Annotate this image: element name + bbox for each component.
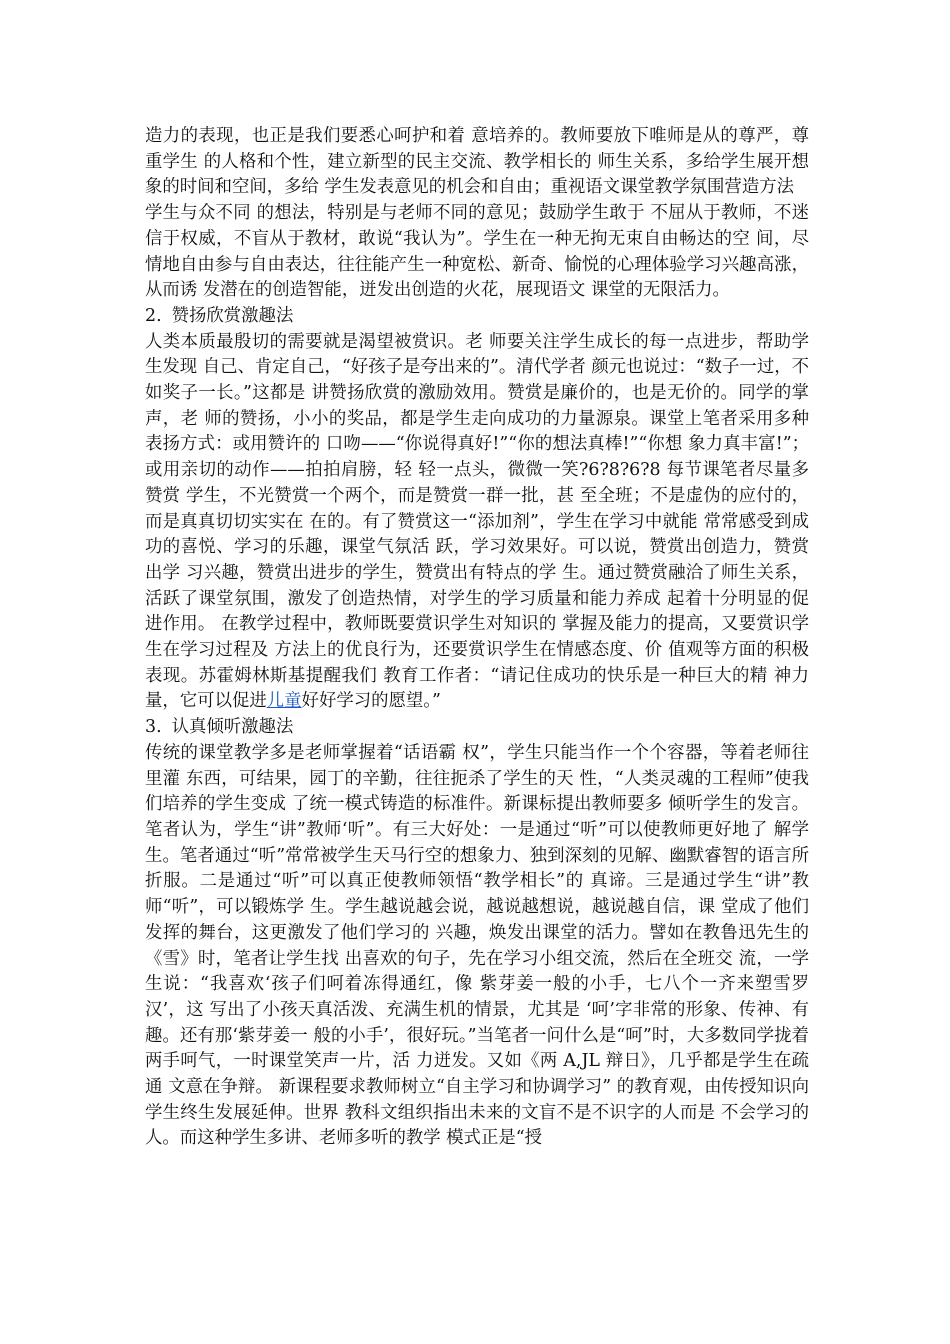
- section-heading: [145, 715, 809, 741]
- paragraph-text: 人类本质最殷切的需要就是渴望被赏识。老 师要关注学生成长的每一点进步，帮助学生发现 自己、肯定自己，“好孩子是夸出来的”。清代学者 颜元也说过：“数子一过，不如奖子一长。”这都是 讲赞扬欣赏的激励效用。赞赏是廉价的，也是无价的。同学的掌声，老 师的赞扬，小小的奖品，都是学生走向成功的力量源泉。课堂上笔者采用多种表扬方式：或用赞许的 口吻——“你说得真好!”“你的想法真棒!”“你想 象力真丰富!”；或用亲切的动作——拍拍肩膀，轻 轻一点头，微微一笑?6?8?6?8 每节课笔者尽量多赞赏 学生，不光赞赏一个两个，而是赞赏一群一批，甚 至全班；不是虚伪的应付的，而是真真切切实实在 在的。有了赞赏这一“添加剂”，学生在学习中就能 常常感受到成功的喜悦、学习的乐趣，课堂气氛活 跃，学习效果好。可以说，赞赏出创造力，赞赏出学 习兴趣，赞赏出进步的学生，赞赏出有特点的学 生。通过赞赏融洽了师生关系，活跃了课堂氛围，激发了创造热情，对学生的学习质量和能力养成 起着十分明显的促进作用。 在教学过程中，教师既要赏识学生对知识的 掌握及能力的提高，又要赏识学生在学习过程及 方法上的优良行为，还要赏识学生在情感态度、价 值观等方面的积极表现。苏霍姆林斯基提醒我们 教育工作者：“请记住成功的快乐是一种巨大的精 神力量，它可以促进: [145, 331, 809, 712]
- section-number: 2.: [145, 305, 162, 326]
- paragraph-text-after-link: 好好学习的愿望。”: [301, 691, 441, 712]
- section-title: 赞扬欣赏激趣法: [171, 305, 294, 326]
- section-number: 3.: [145, 717, 162, 738]
- paragraph: 学生与众不同 的想法，特别是与老师不同的意见；鼓励学生敢于 不屈从于教师，不迷信于权威，不盲从于教材，敢说“我认为”。学生在一种无拘无束自由畅达的空 间，尽情地自由参与自由表达，往往能产生一种宽松、新奇、愉悦的心理体验学习兴趣高涨，从而诱 发潜在的创造智能，迸发出创造的火花，展现语文 课堂的无限活力。: [145, 203, 809, 301]
- document-body: [145, 124, 809, 1152]
- paragraph: 传统的课堂教学多是老师掌握着“话语霸 权”，学生只能当作一个个容器，等着老师往里灌 东西，可结果，园丁的辛勤，往往扼杀了学生的天 性，“人类灵魂的工程师”使我们培养的学生变成 了统一模式铸造的标准件。新课标提出教师要多 倾听学生的发言。笔者认为，学生“讲”教师‘听”。有三大好处：一是通过“听”可以使教师更好地了 解学生。笔者通过“听”常常被学生天马行空的想象力、独到深刻的见解、幽默睿智的语言所折服。二是通过“听”可以真正使教师领悟“教学相长”的 真谛。三是通过学生“讲”教师“听”，可以锻炼学 生。学生越说越会说，越说越想说，越说越自信，课 堂成了他们发挥的舞台，这更激发了他们学习的 兴趣，焕发出课堂的活力。譬如在教鲁迅先生的《雪》时，笔者让学生找 出喜欢的句子，先在学习小组交流，然后在全班交 流，一学生说：“我喜欢‘孩子们呵着冻得通红，像 紫芽姜一般的小手，七八个一齐来塑雪罗汉’，这 写出了小孩天真活泼、充满生机的情景，尤其是 ‘呵’字非常的形象、传神、有趣。还有那‘紫芽姜一 般的小手’，很好玩。”当笔者一问什么是“呵”时，大多数同学拢着两手呵气，一时课堂笑声一片，活 力迸发。又如《两 A,JL 辩日》，几乎都是学生在疏通 文意在争辩。 新课程要求教师树立“自主学习和协调学习” 的教育观，由传授知识向学生终生发展延伸。世界 教科文组织指出未来的文盲不是不识字的人而是 不会学习的人。而这种学生多讲、老师多听的教学 模式正是“授: [145, 742, 809, 1149]
- section-title: 认真倾听激趣法: [171, 717, 294, 738]
- paragraph: [145, 330, 809, 716]
- paragraph: 造力的表现，也正是我们要悉心呵护和着 意培养的。教师要放下唯师是从的尊严，尊重学生 的人格和个性，建立新型的民主交流、教学相长的 师生关系，多给学生展开想象的时间和空间，多给 学生发表意见的机会和自由；重视语文课堂教学氛围营造方法: [145, 126, 809, 198]
- section-heading: [145, 304, 809, 330]
- hyperlink-children[interactable]: 儿童: [266, 691, 302, 712]
